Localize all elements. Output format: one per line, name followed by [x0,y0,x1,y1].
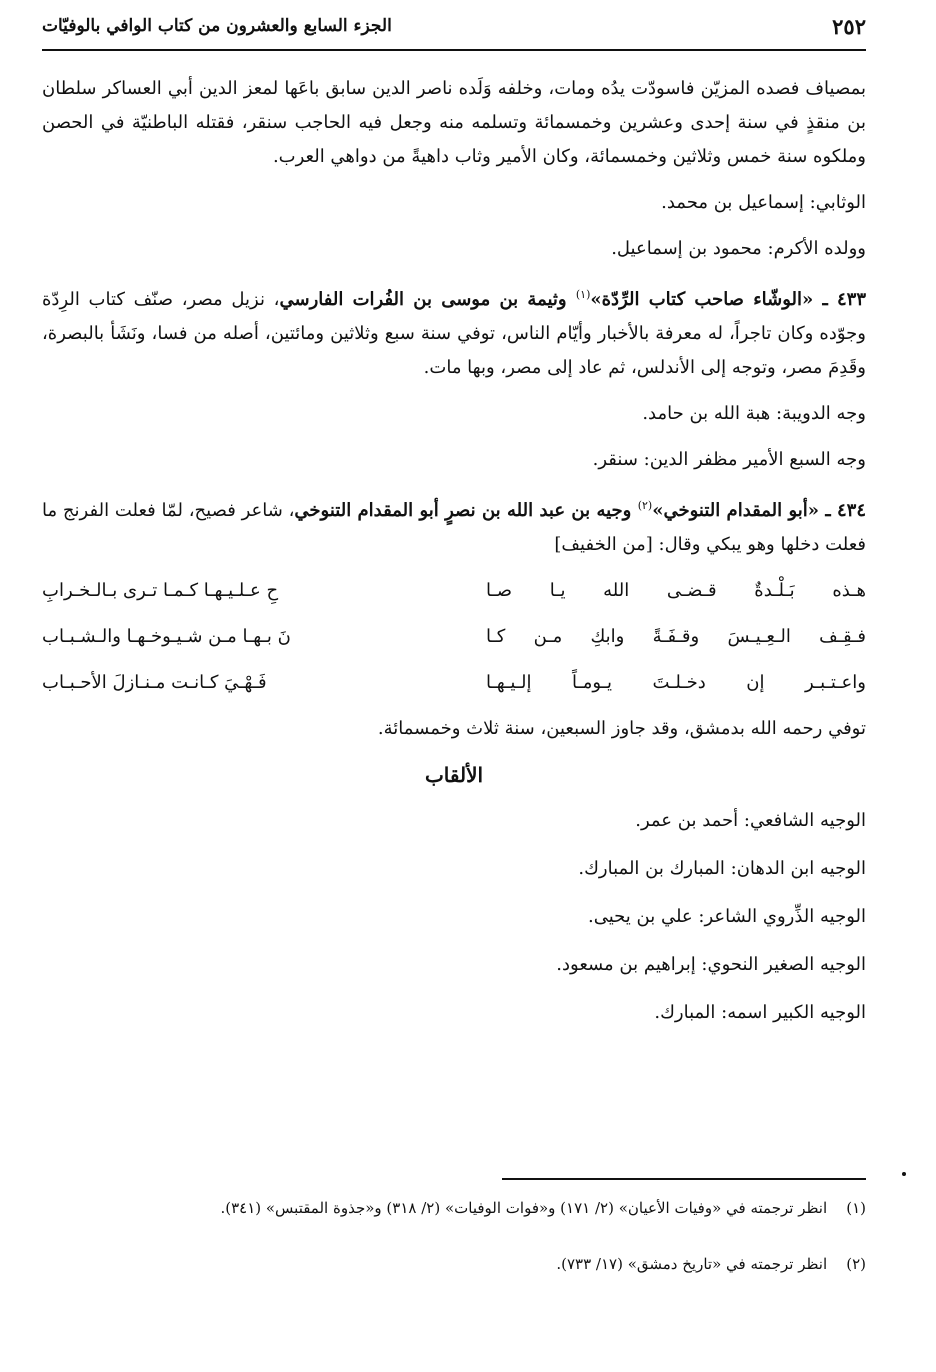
paragraph: بمصياف فصده المزيّن فاسودّت يدُه ومات، وخلفه وَلَده ناصر الدين سابق باعَها لمعز الدين أبي العساكر سلطان بن منقذٍ في سنة إحدى وعشرين وخمسمائة وتسلمه منه وجعل فيه الحاجب سنقر، فقتله الباطنيّة في الحصن وملكوه سنة خمس وثلاثين وخمسمائة، وكان الأمير وثاب داهيةً من دواهي العرب. [42,78,866,167]
laqab-item: الوجيه ابن الدهان: المبارك بن المبارك. [578,858,866,879]
death-note: توفي رحمه الله بدمشق، وقد جاوز السبعين، سنة ثلاث وخمسمائة. [377,718,866,739]
footnote-marker: (١) [575,288,591,301]
laqab-item: الوجيه الذِّروي الشاعر: علي بن يحيى. [588,906,866,927]
margin-dot [902,1172,906,1176]
entry-name: وثيمة بن موسى بن الفُرات الفارسي [279,289,576,310]
poem-verse [42,666,866,700]
footnote-text: انظر ترجمته في «وفيات الأعيان» (٢/ ١٧١) و«فوات الوفيات» (٢/ ٣١٨) و«جذوة المقتبس» (٣٤١). [220,1199,828,1217]
laqab-item: الوجيه الكبير اسمه: المبارك. [654,1002,866,1023]
cross-reference: الوثابي: إسماعيل بن محمد. [661,192,866,213]
footnote-number: (١) [846,1199,866,1217]
poem-verse [42,574,866,608]
verse-first-half: واعـتـبـر إن دخـلـتَ يـومـاً إلـيـهـا [486,672,866,693]
entry-433 [42,278,866,385]
entry-name: وجيه بن عبد الله بن نصرٍ أبو المقدام التنوخي [294,500,638,521]
footnote-2 [20,1252,866,1276]
verse-second-half: فَـهْـيَ كـانـت مـنـازلَ الأحـبـاب [42,672,267,693]
footnote-number: (٢) [846,1255,866,1273]
footnote-1 [20,1196,866,1220]
laqab-item: الوجيه الشافعي: أحمد بن عمر. [635,810,866,831]
entry-heading: ٤٣٤ ـ «أبو المقدام التنوخي» [652,500,866,521]
footnote-text: انظر ترجمته في «تاريخ دمشق» (١٧/ ٧٣٣). [556,1255,828,1273]
footnote-rule [502,1178,866,1180]
page-header [42,12,866,46]
verse-first-half: هـذه بَـلْـدةٌ قـضـى الله يـا صـا [486,580,866,601]
poem-verse [42,620,866,654]
running-title: الجزء السابع والعشرون من كتاب الوافي بالوفيّات [42,16,392,36]
cross-reference: وجه الدويبة: هبة الله بن حامد. [642,403,866,424]
laqab-item: الوجيه الصغير النحوي: إبراهيم بن مسعود. [556,954,866,975]
header-rule [42,49,866,51]
cross-reference: وولده الأكرم: محمود بن إسماعيل. [611,238,866,259]
section-title: الألقاب [424,763,484,787]
entry-text: ، شاعر فصيح، لمّا فعلت الفرنج ما فعلت دخلها وهو يبكي وقال: [من الخفيف] [42,500,866,555]
verse-second-half: نَ بـهـا مـن شـيـوخـهـا والـشـبـاب [42,626,291,647]
entry-heading: ٤٣٣ ـ «الوشّاء صاحب كتاب الرِّدّة» [590,289,867,310]
page-number: ٢٥٢ [832,14,866,39]
entry-text: ، نزيل مصر، صنّف كتاب الرِدّة وجوّده وكان تاجراً، له معرفة بالأخبار وأيّام الناس، توفي سنة سبع وثلاثين ومائتين، أصله من فسا، ونَشَأ بالبصرة، وقَدِمَ مصر، وتوجه إلى الأندلس، ثم عاد إلى مصر، وبها مات. [42,289,866,378]
verse-second-half: حِ عـلـيـهـا كـمـا تـرى بـالـخـرابِ [42,580,279,601]
entry-434 [42,489,866,562]
main-text [42,72,866,1044]
verse-first-half: فـقِـف الـعِـيـسَ وقـفَـةً وابكِ مـن كـا [486,626,866,647]
footnote-marker: (٢) [637,499,653,512]
cross-reference: وجه السبع الأمير مظفر الدين: سنقر. [592,449,866,470]
